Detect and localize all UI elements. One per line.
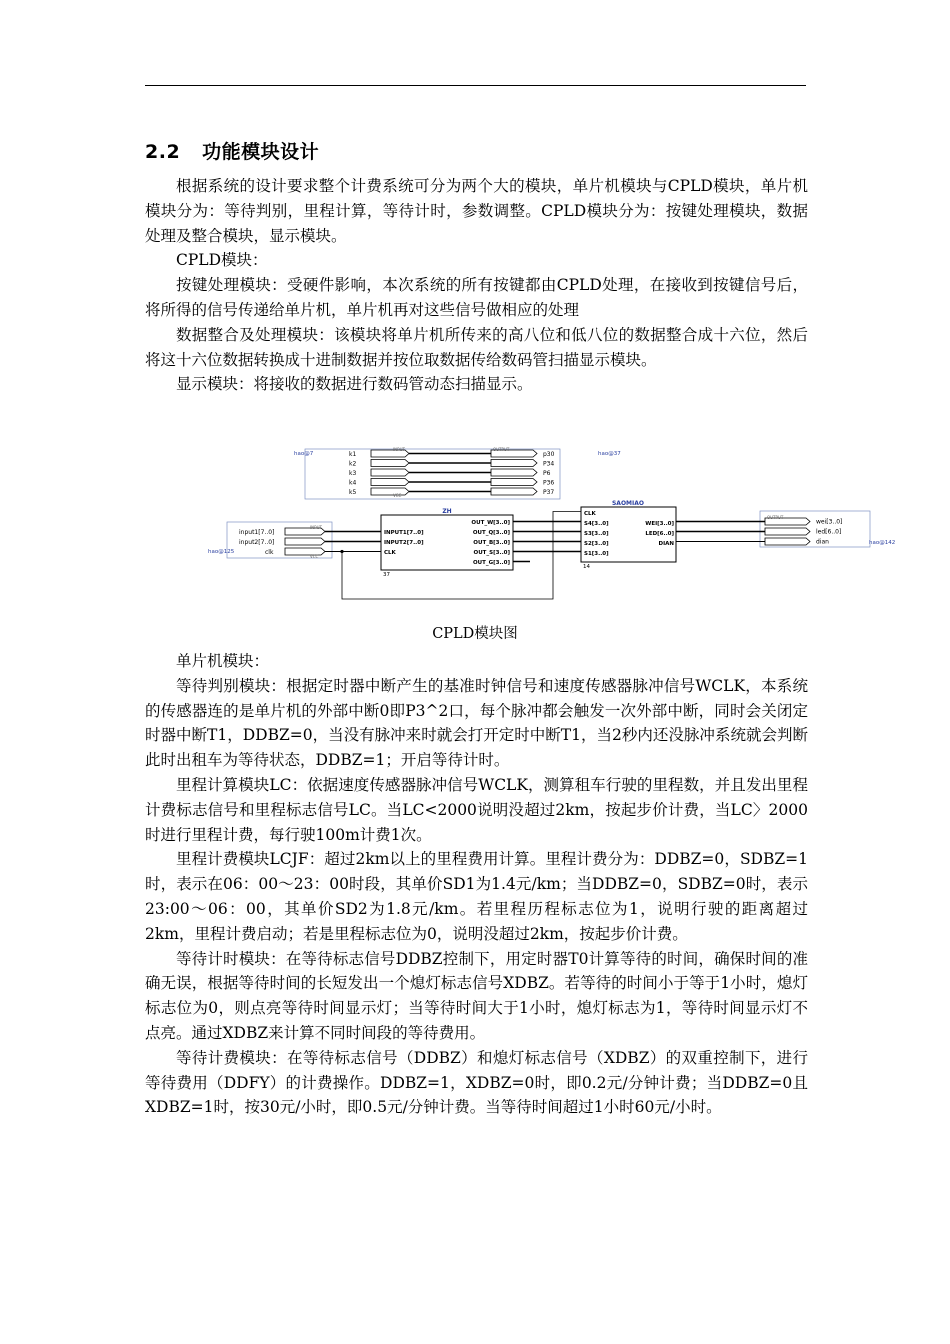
port-label: k1 bbox=[349, 451, 357, 458]
output-port bbox=[765, 538, 829, 546]
port-label: k5 bbox=[349, 489, 357, 496]
header-rule bbox=[145, 85, 806, 86]
port-label: k4 bbox=[349, 479, 357, 487]
pin-tag: hao@7 bbox=[294, 451, 314, 457]
lower-text bbox=[145, 649, 808, 1120]
port-label: p30 bbox=[543, 451, 555, 458]
output-port bbox=[765, 515, 842, 526]
input-port bbox=[349, 479, 491, 487]
zh-block bbox=[381, 508, 513, 578]
block-pin: OUT_B[3..0] bbox=[473, 540, 510, 546]
block-pin: OUT_W[3..0] bbox=[471, 520, 510, 526]
paragraph: 等待判别模块：根据定时器中断产生的基准时钟信号和速度传感器脉冲信号WCLK，本系统的传感器连的是单片机的外部中断0即P3^2口，每个脉冲都会触发一次外部中断，同时会关闭定时器中断T1，DDBZ=0，当没有脉冲来时就会打开定时中断T1，当2秒内还没脉冲系统就会判断此时出租车为等待状态，DDBZ=1；开启等待计时。 bbox=[145, 676, 808, 770]
output-tag: OUTPUT bbox=[493, 447, 510, 452]
port-label: clk bbox=[265, 549, 274, 556]
port-label: led[6..0] bbox=[816, 528, 842, 536]
section-number: 2.2 bbox=[145, 141, 181, 163]
instance-number: 37 bbox=[383, 572, 390, 578]
pin-tag: hao@37 bbox=[598, 451, 621, 457]
vcc-tag: VCC bbox=[310, 554, 319, 559]
port-label: input1[7..0] bbox=[239, 529, 275, 536]
output-port bbox=[491, 460, 554, 468]
paragraph: 根据系统的设计要求整个计费系统可分为两个大的模块，单片机模块与CPLD模块，单片机模块分为：等待判别，里程计算，等待计时，参数调整。CPLD模块分为：按键处理模块，数据处理及整合模块，显示模块。 bbox=[145, 177, 808, 245]
block-pin: INPUT2[7..0] bbox=[384, 540, 424, 546]
port-label: wei[3..0] bbox=[816, 518, 843, 526]
upper-text bbox=[145, 174, 808, 397]
block-pin: CLK bbox=[384, 550, 396, 556]
section-heading bbox=[145, 137, 319, 164]
block-pin: WEI[3..0] bbox=[645, 521, 674, 527]
paragraph: 等待计费模块：在等待标志信号（DDBZ）和熄灯标志信号（XDBZ）的双重控制下，进行等待费用（DDFY）的计费操作。DDBZ=1，XDBZ=0时，即0.2元/分钟计费；当DDBZ=0且XDBZ=1时，按30元/小时，即0.5元/分钟计费。当等待时间超过1小时60元/小时。 bbox=[145, 1048, 808, 1117]
paragraph: 数据整合及处理模块：该模块将单片机所传来的高八位和低八位的数据整合成十六位，然后将这十六位数据转换成十进制数据并按位取数据传给数码管扫描显示模块。 bbox=[145, 325, 808, 369]
block-pin: CLK bbox=[584, 511, 596, 517]
paragraph: 显示模块：将接收的数据进行数码管动态扫描显示。 bbox=[176, 375, 533, 394]
schematic-svg bbox=[205, 445, 895, 605]
section-title: 功能模块设计 bbox=[202, 141, 320, 163]
block-pin: OUT_S[3..0] bbox=[473, 550, 510, 556]
port-label: P36 bbox=[543, 479, 555, 487]
input-port bbox=[239, 538, 381, 546]
paragraph: 单片机模块： bbox=[176, 652, 270, 670]
output-tag: OUTPUT bbox=[767, 515, 784, 520]
port-label: k3 bbox=[349, 470, 357, 477]
port-label: input2[7..0] bbox=[239, 539, 275, 546]
block-pin: S2[3..0] bbox=[584, 541, 609, 547]
output-port bbox=[491, 447, 555, 458]
port-label: dian bbox=[816, 538, 829, 546]
input-tag: INPUT bbox=[310, 525, 322, 530]
right-output-ports bbox=[765, 515, 895, 546]
block-pin: S1[3..0] bbox=[584, 551, 609, 557]
input-port bbox=[349, 460, 491, 468]
paragraph: CPLD模块： bbox=[176, 251, 268, 270]
block-pin: DIAN bbox=[658, 541, 674, 547]
input-port bbox=[349, 469, 491, 477]
pin-tag: hao@125 bbox=[208, 549, 235, 555]
top-input-ports bbox=[294, 447, 491, 498]
block-pin: LED[6..0] bbox=[645, 531, 674, 537]
vcc-tag: VCC bbox=[393, 493, 402, 498]
paragraph: 里程计算模块LC：依据速度传感器脉冲信号WCLK，测算租车行驶的里程数，并且发出里程计费标志信号和里程标志信号LC。当LC<2000说明没超过2km，按起步价计费，当LC〉2000时进行里程计费，每行驶100m计费1次。 bbox=[145, 775, 808, 844]
input-tag: INPUT bbox=[393, 447, 405, 452]
output-port bbox=[491, 488, 554, 496]
paragraph: 按键处理模块：受硬件影响，本次系统的所有按键都由CPLD处理，在接收到按键信号后，将所得的信号传递给单片机，单片机再对这些信号做相应的处理 bbox=[145, 276, 808, 319]
saomiao-block bbox=[581, 500, 676, 570]
port-label: P6 bbox=[543, 470, 551, 477]
block-pin: INPUT1[7..0] bbox=[384, 530, 424, 536]
cpld-schematic bbox=[205, 445, 895, 605]
figure-caption: CPLD模块图 bbox=[432, 626, 518, 642]
block-name: ZH bbox=[442, 508, 452, 515]
block-pin: S3[3..0] bbox=[584, 531, 609, 537]
block-pin: S4[3..0] bbox=[584, 521, 609, 527]
block-name: SAOMIAO bbox=[611, 500, 645, 507]
input-port bbox=[349, 447, 491, 458]
block-pin: OUT_Q[3..0] bbox=[472, 530, 510, 536]
paragraph: 里程计费模块LCJF：超过2km以上的里程费用计算。里程计费分为：DDBZ=0，SDBZ=1时，表示在06：00～23：00时段，其单价SD1为1.4元/km；当DDBZ=0，SDBZ=0时，表示23:00～06：00，其单价SD2为1.8元/km。若里程历程标志位为1，说明行驶的距离超过2km，里程计费启动；若是里程标志位为0，说明没超过2km，按起步价计费。 bbox=[145, 850, 808, 943]
top-output-ports bbox=[491, 447, 621, 496]
input-port bbox=[239, 525, 381, 536]
left-input-ports bbox=[208, 525, 381, 559]
pin-tag: hao@142 bbox=[869, 540, 895, 546]
port-label: P34 bbox=[543, 460, 555, 468]
instance-number: 14 bbox=[583, 564, 590, 570]
output-port bbox=[765, 528, 841, 536]
input-port bbox=[349, 488, 491, 498]
paragraph: 等待计时模块：在等待标志信号DDBZ控制下，用定时器T0计算等待的时间，确保时间的准确无误，根据等待时间的长短发出一个熄灯标志信号XDBZ。若等待的时间小于等于1小时，熄灯标志位为0，则点亮等待时间显示灯；当等待时间大于1小时，熄灯标志为1，等待时间显示灯不点亮。通过XDBZ来计算不同时间段的等待费用。 bbox=[145, 949, 808, 1042]
output-port bbox=[491, 479, 554, 487]
port-label: P37 bbox=[543, 489, 555, 496]
output-port bbox=[491, 469, 551, 477]
block-pin: OUT_G[3..0] bbox=[472, 560, 510, 566]
input-port bbox=[265, 548, 381, 559]
port-label: k2 bbox=[349, 460, 357, 468]
